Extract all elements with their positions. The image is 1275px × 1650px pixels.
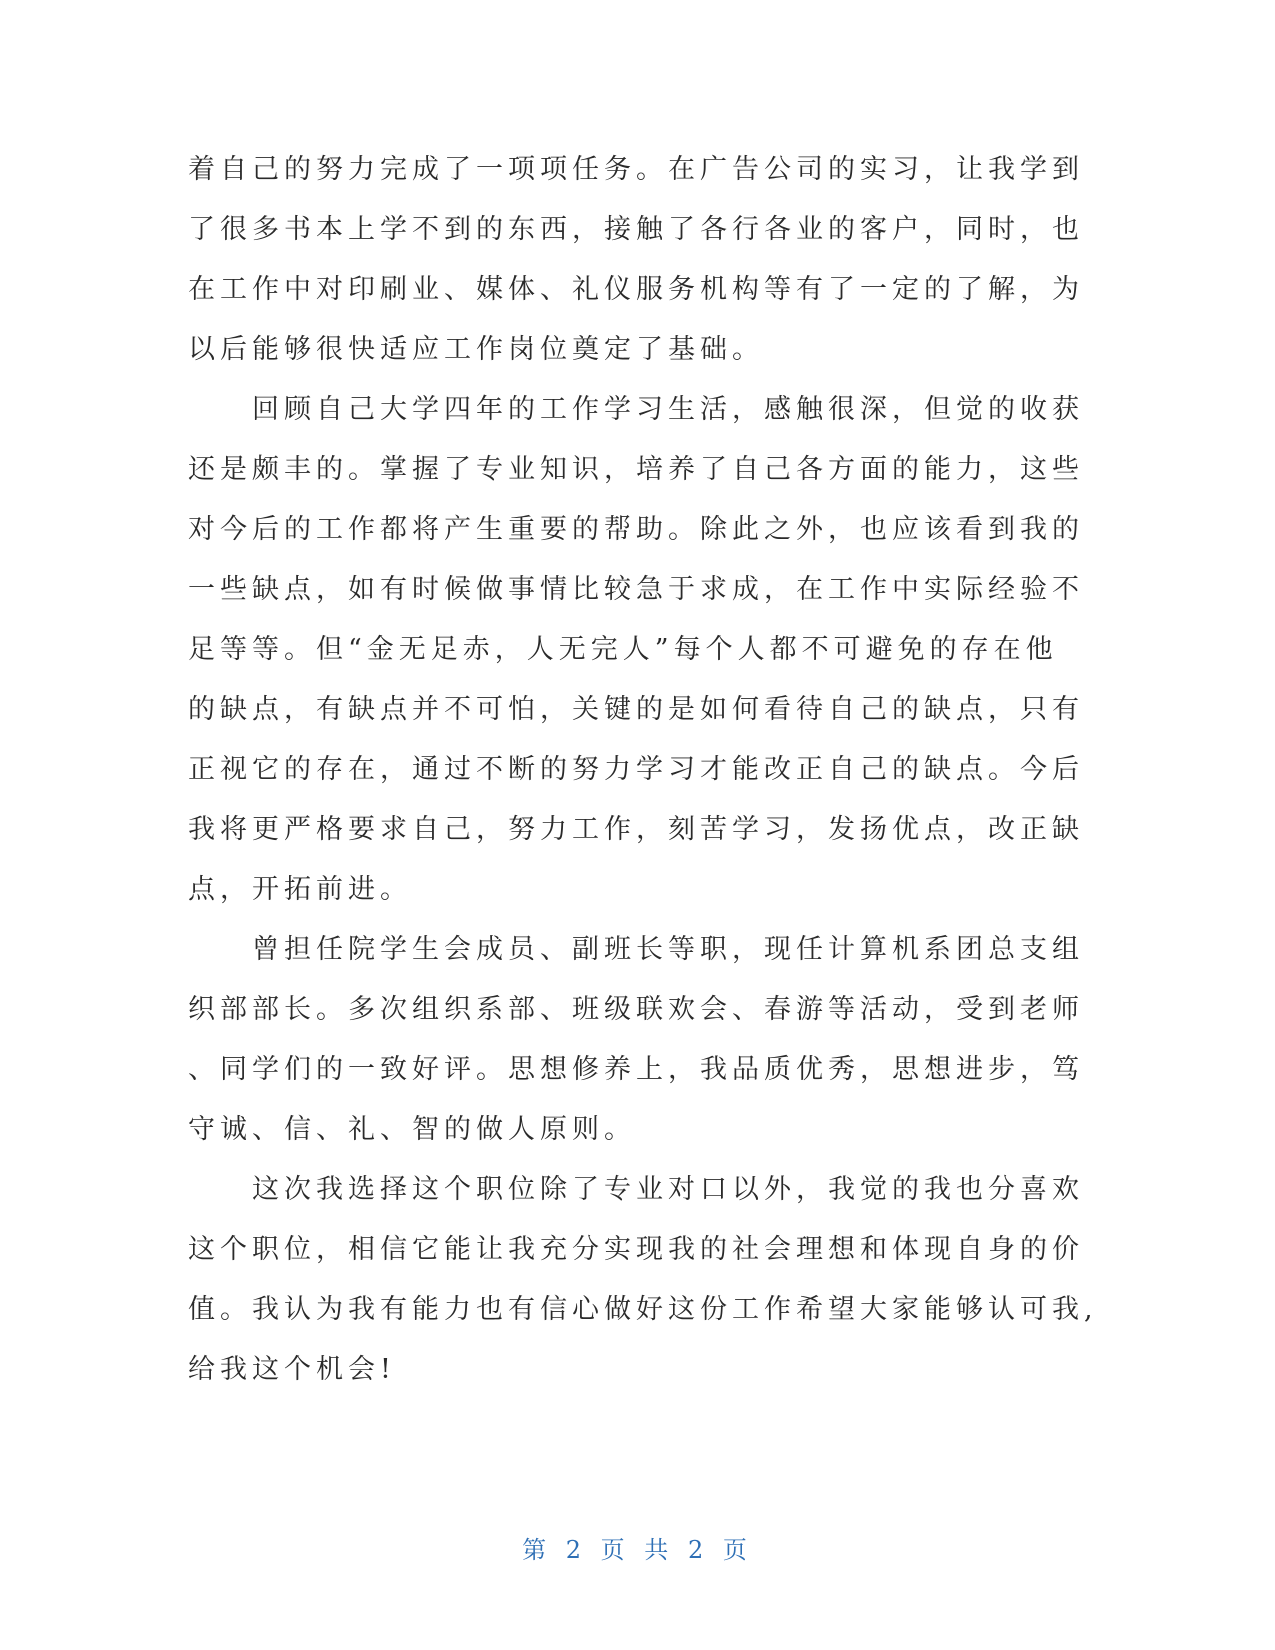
text-line: 值。我认为我有能力也有信心做好这份工作希望大家能够认可我, <box>188 1294 1098 1325</box>
text-line: 我将更严格要求自己，努力工作，刻苦学习，发扬优点，改正缺 <box>188 814 1084 845</box>
text-line: 足等等。但“金无足赤，人无完人”每个人都不可避免的存在他 <box>188 634 1058 665</box>
text-line: 的缺点，有缺点并不可怕，关键的是如何看待自己的缺点，只有 <box>188 694 1084 725</box>
text-line: 还是颇丰的。掌握了专业知识，培养了自己各方面的能力，这些 <box>188 454 1084 485</box>
text-line: 在工作中对印刷业、媒体、礼仪服务机构等有了一定的了解，为 <box>188 274 1084 305</box>
document-body <box>188 140 1098 1400</box>
page-number-footer: 第 2 页 共 2 页 <box>522 1536 753 1564</box>
text-line: 这个职位，相信它能让我充分实现我的社会理想和体现自身的价 <box>188 1234 1084 1265</box>
paragraph-first-line: 这次我选择这个职位除了专业对口以外，我觉的我也分喜欢 <box>252 1174 1084 1205</box>
text-line: 以后能够很快适应工作岗位奠定了基础。 <box>188 334 764 365</box>
text-line: 着自己的努力完成了一项项任务。在广告公司的实习，让我学到 <box>188 154 1084 185</box>
paragraph-first-line: 回顾自己大学四年的工作学习生活，感触很深，但觉的收获 <box>252 394 1084 425</box>
text-line: 了很多书本上学不到的东西，接触了各行各业的客户，同时，也 <box>188 214 1084 245</box>
text-line: 、同学们的一致好评。思想修养上，我品质优秀，思想进步，笃 <box>188 1054 1084 1085</box>
text-line: 一些缺点，如有时候做事情比较急于求成，在工作中实际经验不 <box>188 574 1084 605</box>
text-line: 对今后的工作都将产生重要的帮助。除此之外，也应该看到我的 <box>188 514 1084 545</box>
text-line: 点，开拓前进。 <box>188 874 412 905</box>
text-line: 织部部长。多次组织系部、班级联欢会、春游等活动，受到老师 <box>188 994 1084 1025</box>
text-line: 正视它的存在，通过不断的努力学习才能改正自己的缺点。今后 <box>188 754 1084 785</box>
text-line: 给我这个机会! <box>188 1354 396 1385</box>
paragraph-first-line: 曾担任院学生会成员、副班长等职，现任计算机系团总支组 <box>252 934 1084 965</box>
text-line: 守诚、信、礼、智的做人原则。 <box>188 1114 636 1145</box>
